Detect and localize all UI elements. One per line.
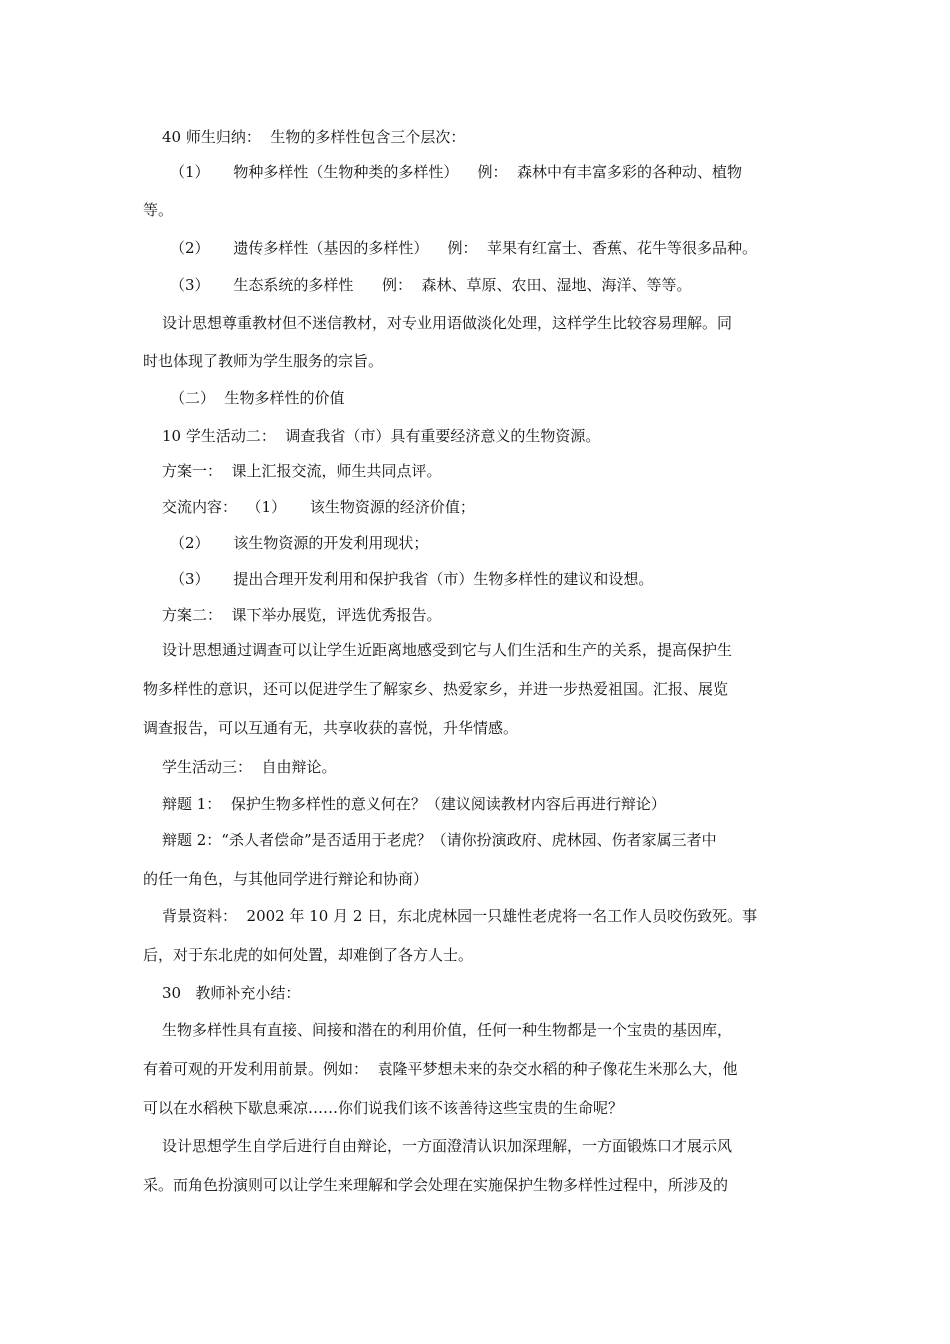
text-line: 学生活动三： 自由辩论。 (162, 758, 337, 776)
text-line: 交流内容： （1） 该生物资源的经济价值； (162, 498, 475, 516)
text-line: 40 师生归纳： 生物的多样性包含三个层次： (162, 128, 466, 146)
text-line: 采。而角色扮演则可以让学生来理解和学会处理在实施保护生物多样性过程中，所涉及的 (143, 1176, 729, 1194)
text-line: 方案一： 课上汇报交流，师生共同点评。 (162, 462, 442, 480)
text-line: （2） 遗传多样性（基因的多样性） 例： 苹果有红富士、香蕉、花牛等很多品种。 (170, 239, 757, 257)
text-line: 后，对于东北虎的如何处置，却难倒了各方人士。 (143, 946, 474, 964)
text-line: 辩题 2：“杀人者偿命”是否适用于老虎？（请你扮演政府、虎林园、伤者家属三者中 (162, 831, 717, 849)
text-line: 设计思想通过调查可以让学生近距离地感受到它与人们生活和生产的关系，提高保护生 (162, 641, 733, 659)
text-line: 辩题 1： 保护生物多样性的意义何在？（建议阅读教材内容后再进行辩论） (162, 795, 666, 813)
text-line: 设计思想尊重教材但不迷信教材，对专业用语做淡化处理，这样学生比较容易理解。同 (162, 314, 733, 332)
text-line: 调查报告，可以互通有无，共享收获的喜悦，升华情感。 (143, 719, 519, 737)
section-heading: 30 教师补充小结： (162, 984, 301, 1002)
section-heading: （二） 生物多样性的价值 (170, 389, 345, 407)
text-line: 设计思想学生自学后进行自由辩论，一方面澄清认识加深理解，一方面锻炼口才展示风 (162, 1137, 733, 1155)
text-line: （2） 该生物资源的开发利用现状； (170, 534, 429, 552)
text-line: （1） 物种多样性（生物种类的多样性） 例： 森林中有丰富多彩的各种动、植物 (170, 163, 742, 181)
text-line: 生物多样性具有直接、间接和潜在的利用价值，任何一种生物都是一个宝贵的基因库， (162, 1021, 733, 1039)
text-line: 的任一角色，与其他同学进行辩论和协商） (143, 870, 429, 888)
text-line: 可以在水稻秧下歇息乘凉……你们说我们该不该善待这些宝贵的生命呢？ (143, 1099, 624, 1117)
text-line: 物多样性的意识，还可以促进学生了解家乡、热爱家乡，并进一步热爱祖国。汇报、展览 (143, 680, 729, 698)
text-line: 背景资料： 2002 年 10 月 2 日，东北虎林园一只雄性老虎将一名工作人员咬伤致死。事 (162, 907, 758, 925)
text-line: 10 学生活动二： 调查我省（市）具有重要经济意义的生物资源。 (162, 427, 601, 445)
text-line: 等。 (143, 201, 174, 219)
text-line: （3） 生态系统的多样性 例： 森林、草原、农田、湿地、海洋、等等。 (170, 276, 692, 294)
text-line: 方案二： 课下举办展览，评选优秀报告。 (162, 606, 442, 624)
text-line: 有着可观的开发利用前景。例如： 袁隆平梦想未来的杂交水稻的种子像花生米那么大，他 (143, 1060, 738, 1078)
text-line: （3） 提出合理开发利用和保护我省（市）生物多样性的建议和设想。 (170, 570, 654, 588)
text-line: 时也体现了教师为学生服务的宗旨。 (143, 352, 384, 370)
